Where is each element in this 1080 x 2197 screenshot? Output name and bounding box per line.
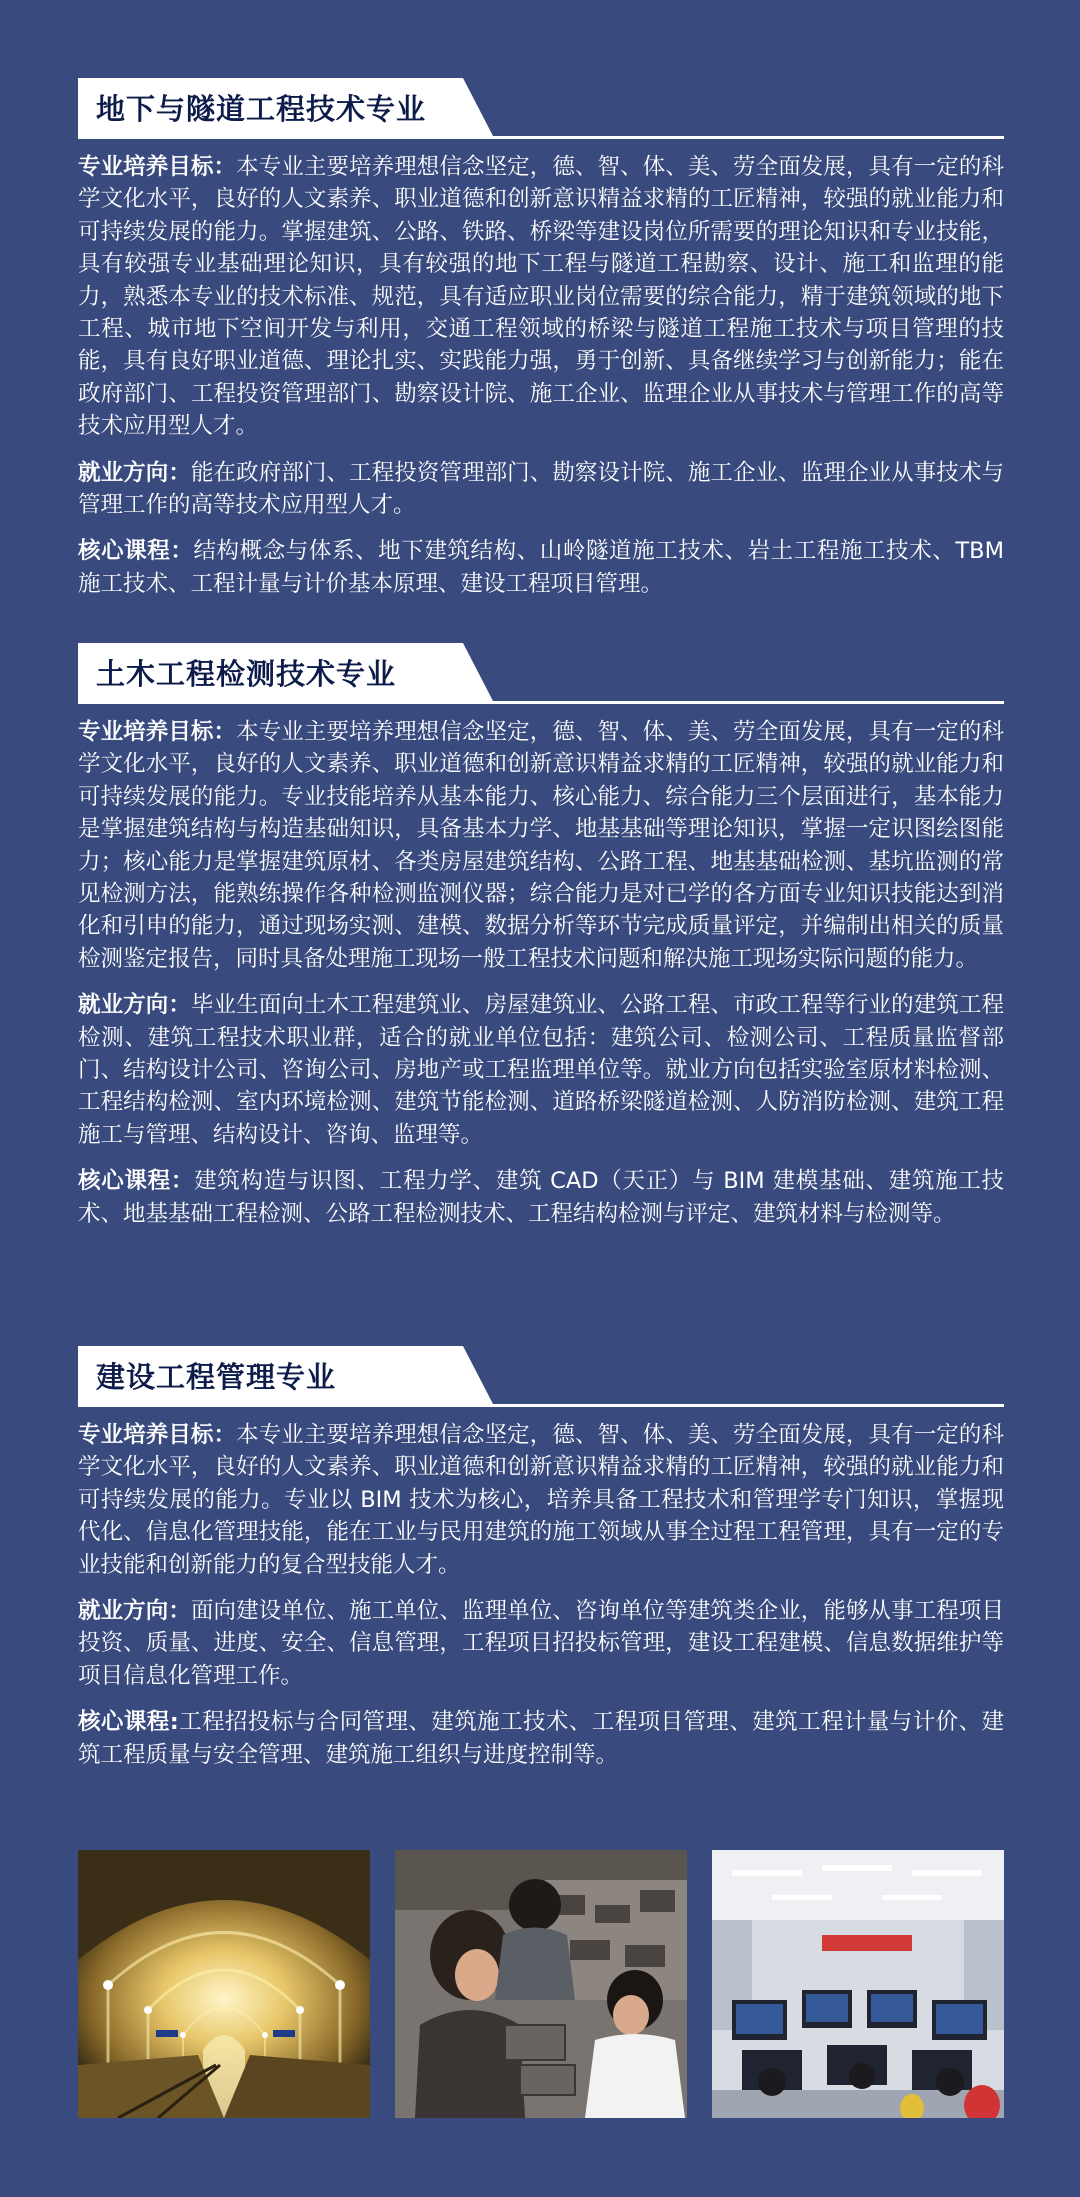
career-direction bbox=[78, 989, 1004, 1151]
training-goal-label: 专业培养目标： bbox=[78, 154, 237, 180]
subway-tunnel-image bbox=[78, 1850, 370, 2118]
core-courses bbox=[78, 1165, 1004, 1230]
training-goal-label: 专业培养目标： bbox=[78, 1422, 237, 1448]
training-goal bbox=[78, 151, 1004, 443]
section-header bbox=[78, 78, 1004, 139]
section-title: 建设工程管理专业 bbox=[96, 1360, 337, 1394]
training-goal bbox=[78, 716, 1004, 975]
section-title: 土木工程检测技术专业 bbox=[96, 657, 397, 691]
training-goal-text: 本专业主要培养理想信念坚定，德、智、体、美、劳全面发展，具有一定的科学文化水平，良好的人文素养、职业道德和创新意识精益求精的工匠精神，较强的就业能力和可持续发展的能力。专业技能培养从基本能力、核心能力、综合能力三个层面进行，基本能力是掌握建筑结构与构造基础知识，具备基本力学、地基基础等理论知识，掌握一定识图绘图能力；核心能力是掌握建筑原材、各类房屋建筑结构、公路工程、地基基础检测、基坑监测的常见检测方法，能熟练操作各种检测监测仪器；综合能力是对已学的各方面专业知识技能达到消化和引申的能力，通过现场实测、建模、数据分析等环节完成质量评定，并编制出相关的质量检测鉴定报告，同时具备处理施工现场一般工程技术问题和解决施工现场实际问题的能力。 bbox=[78, 719, 1004, 972]
training-goal bbox=[78, 1419, 1004, 1581]
core-courses-text: 结构概念与体系、地下建筑结构、山岭隧道施工技术、岩土工程施工技术、TBM 施工技术、工程计量与计价基本原理、建设工程项目管理。 bbox=[78, 538, 1004, 597]
career-direction-text: 面向建设单位、施工单位、监理单位、咨询单位等建筑类企业，能够从事工程项目投资、质量、进度、安全、信息管理，工程项目招投标管理，建设工程建模、信息数据维护等项目信息化管理工作。 bbox=[78, 1598, 1004, 1689]
core-courses-text: 建筑构造与识图、工程力学、建筑 CAD（天正）与 BIM 建模基础、建筑施工技术、地基基础工程检测、公路工程检测技术、工程结构检测与评定、建筑材料与检测等。 bbox=[78, 1168, 1004, 1227]
core-courses bbox=[78, 1706, 1004, 1771]
section-header bbox=[78, 1346, 1004, 1407]
career-direction-label: 就业方向： bbox=[78, 1598, 191, 1625]
career-direction-label: 就业方向： bbox=[78, 459, 191, 486]
core-courses-label: 核心课程： bbox=[78, 538, 194, 565]
training-goal-text: 本专业主要培养理想信念坚定，德、智、体、美、劳全面发展，具有一定的科学文化水平，良好的人文素养、职业道德和创新意识精益求精的工匠精神，较强的就业能力和可持续发展的能力。专业以 BIM 技术为核心，培养具备工程技术和管理学专门知识，掌握现代化、信息化管理技能，能在工业与民用建筑的施工领域从事全过程工程管理，具有一定的专业技能和创新能力的复合型技能人才。 bbox=[78, 1422, 1004, 1578]
career-direction-text: 能在政府部门、工程投资管理部门、勘察设计院、施工企业、监理企业从事技术与管理工作的高等技术应用型人才。 bbox=[78, 459, 1004, 519]
section-title: 地下与隧道工程技术专业 bbox=[96, 92, 427, 126]
career-direction-label: 就业方向： bbox=[78, 992, 191, 1019]
career-direction bbox=[78, 457, 1004, 522]
section-civil-testing bbox=[78, 643, 1004, 1283]
section-header bbox=[78, 643, 1004, 704]
core-courses bbox=[78, 535, 1004, 600]
computer-room-image bbox=[712, 1850, 1004, 2118]
subway-tunnel-photo bbox=[78, 1850, 370, 2118]
photo-row bbox=[78, 1850, 1004, 2118]
section-construction-management bbox=[78, 1346, 1004, 1776]
students-lab-photo bbox=[395, 1850, 687, 2118]
training-goal-text: 本专业主要培养理想信念坚定，德、智、体、美、劳全面发展，具有一定的科学文化水平，良好的人文素养、职业道德和创新意识精益求精的工匠精神，较强的就业能力和可持续发展的能力。掌握建筑、公路、铁路、桥梁等建设岗位所需要的理论知识和专业技能，具有较强专业基础理论知识，具有较强的地下工程与隧道工程勘察、设计、施工和监理的能力，熟悉本专业的技术标准、规范，具有适应职业岗位需要的综合能力，精于建筑领域的地下工程、城市地下空间开发与利用，交通工程领域的桥梁与隧道工程施工技术与项目管理的技能，具有良好职业道德、理论扎实、实践能力强，勇于创新、具备继续学习与创新能力；能在政府部门、工程投资管理部门、勘察设计院、施工企业、监理企业从事技术与管理工作的高等技术应用型人才。 bbox=[78, 154, 1004, 440]
core-courses-text: 工程招投标与合同管理、建筑施工技术、工程项目管理、建筑工程计量与计价、建筑工程质量与安全管理、建筑施工组织与进度控制等。 bbox=[78, 1709, 1004, 1768]
students-lab-image bbox=[395, 1850, 687, 2118]
training-goal-label: 专业培养目标： bbox=[78, 719, 237, 745]
core-courses-label: 核心课程: bbox=[78, 1709, 179, 1736]
computer-room-photo bbox=[712, 1850, 1004, 2118]
section-underground-tunnel bbox=[78, 78, 1004, 598]
core-courses-label: 核心课程： bbox=[78, 1168, 195, 1195]
career-direction-text: 毕业生面向土木工程建筑业、房屋建筑业、公路工程、市政工程等行业的建筑工程检测、建筑工程技术职业群，适合的就业单位包括：建筑公司、检测公司、工程质量监督部门、结构设计公司、咨询公司、房地产或工程监理单位等。就业方向包括实验室原材料检测、工程结构检测、室内环境检测、建筑节能检测、道路桥梁隧道检测、人防消防检测、建筑工程施工与管理、结构设计、咨询、监理等。 bbox=[78, 992, 1004, 1148]
career-direction bbox=[78, 1595, 1004, 1692]
